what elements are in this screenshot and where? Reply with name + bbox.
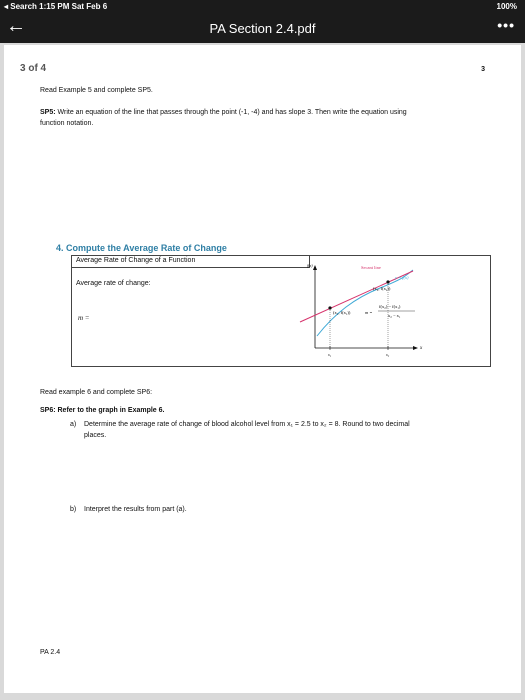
section-heading: 4. Compute the Average Rate of Change: [56, 243, 227, 253]
secant-line-diagram: [295, 258, 485, 362]
navigation-bar: [0, 13, 525, 43]
curve-label: y = f(x): [395, 275, 409, 280]
page-indicator: 3 of 4: [20, 63, 47, 74]
status-left: ◂ Search 1:15 PM Sat Feb 6: [4, 2, 108, 11]
sp5-text: Write an equation of the line that passes through the point (-1, -4) and has slope 3. Then write the equation using: [57, 109, 407, 116]
point1-label: (x₁, f(x₁)): [333, 310, 351, 315]
slope-numerator: f(x₂) − f(x₁): [379, 304, 401, 309]
sp5-text-cont: function notation.: [40, 120, 94, 127]
x2-tick-label: x₂: [386, 352, 390, 357]
x-axis-arrow-icon: [413, 346, 418, 350]
part-a-label: a): [70, 421, 77, 428]
back-arrow-icon[interactable]: ←: [6, 15, 26, 37]
bottom-strip: [0, 693, 525, 700]
slope-m-label: m =: [365, 310, 373, 315]
part-a-text: Determine the average rate of change of blood alcohol level from x₁ = 2.5 to x₂ = 8. Round to two decimal: [84, 421, 410, 428]
definition-box: [71, 255, 491, 367]
point2-label: (x₂, f(x₂)): [373, 286, 391, 291]
status-bar: [0, 0, 525, 13]
box-title: Average Rate of Change of a Function: [76, 257, 196, 264]
y-axis-label: f(x): [307, 263, 313, 268]
x-axis-label: x: [420, 346, 423, 351]
secant-label: Secant line: [361, 265, 381, 270]
slope-denominator: x₂ − x₁: [388, 313, 401, 318]
more-options-icon[interactable]: •••: [497, 17, 515, 33]
box-title-row: [72, 256, 310, 268]
sp5-label: SP5:: [40, 109, 56, 116]
document-title: PA Section 2.4.pdf: [209, 21, 316, 36]
intro-text: Read Example 5 and complete SP5.: [40, 87, 153, 94]
part-b-label: b): [70, 506, 77, 513]
battery-indicator: 100%: [496, 2, 517, 11]
page-footer: PA 2.4: [40, 649, 61, 656]
page-number: 3: [481, 66, 485, 73]
average-rate-label: Average rate of change:: [76, 280, 151, 287]
m-equals-label: m =: [78, 314, 90, 322]
part-a-text-cont: places.: [84, 432, 107, 439]
y-axis-arrow-icon: [313, 265, 317, 270]
pdf-page[interactable]: [4, 45, 521, 693]
x1-tick-label: x₁: [328, 352, 332, 357]
part-b-text: Interpret the results from part (a).: [84, 506, 187, 513]
sp6-heading: SP6: Refer to the graph in Example 6.: [40, 407, 165, 414]
sp5-problem: [40, 107, 500, 118]
example6-instruction: Read example 6 and complete SP6:: [40, 389, 153, 396]
